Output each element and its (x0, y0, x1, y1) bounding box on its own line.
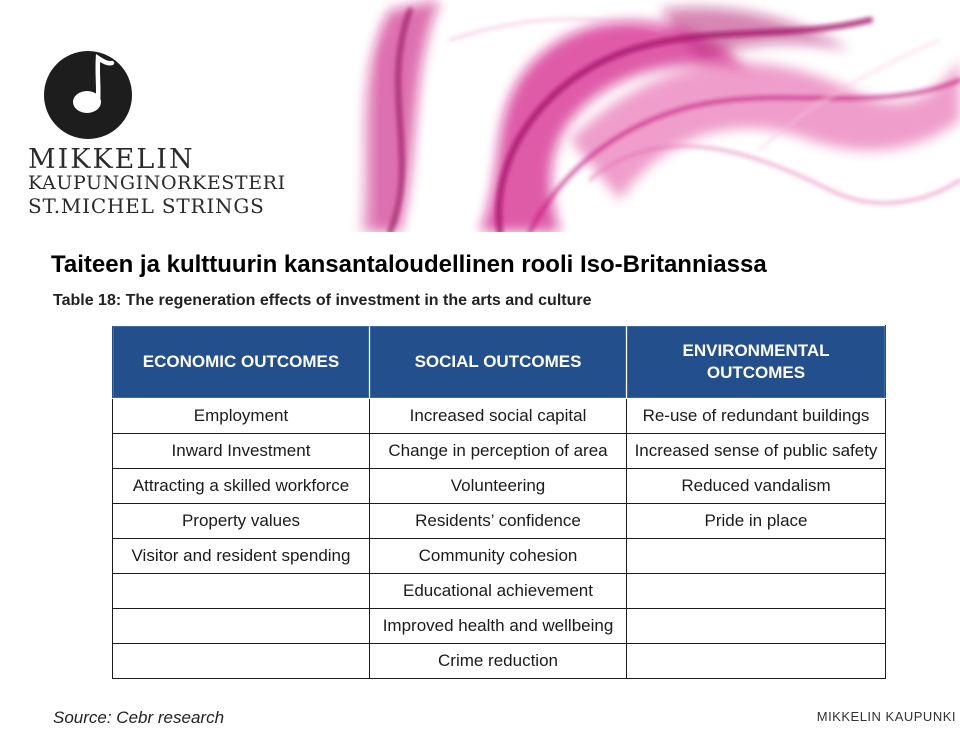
economic-cell: Visitor and resident spending (113, 539, 370, 574)
table-row (113, 469, 886, 504)
social-cell: Volunteering (370, 469, 627, 504)
economic-cell: Property values (113, 504, 370, 539)
environmental-cell: Increased sense of public safety (627, 434, 886, 469)
header-environmental-outcomes: ENVIRONMENTAL OUTCOMES (627, 326, 886, 399)
environmental-cell: Re-use of redundant buildings (627, 399, 886, 434)
economic-cell: Employment (113, 399, 370, 434)
logo-text-mikkelin: MIKKELIN (28, 144, 195, 175)
table-row (113, 434, 886, 469)
social-cell: Community cohesion (370, 539, 627, 574)
table-header-row (113, 326, 886, 399)
environmental-cell (627, 574, 886, 609)
social-cell: Increased social capital (370, 399, 627, 434)
economic-cell: Attracting a skilled workforce (113, 469, 370, 504)
social-cell: Improved health and wellbeing (370, 609, 627, 644)
table-row (113, 574, 886, 609)
table-row (113, 399, 886, 434)
orchestra-note-logo-icon (40, 46, 140, 142)
economic-cell (113, 644, 370, 679)
social-cell: Educational achievement (370, 574, 627, 609)
header-social-outcomes: SOCIAL OUTCOMES (370, 326, 627, 399)
orchestra-logo (28, 40, 328, 230)
footer-brand: MIKKELIN KAUPUNKI (816, 709, 956, 724)
economic-cell: Inward Investment (113, 434, 370, 469)
regeneration-outcomes-table (112, 325, 886, 679)
table-row (113, 539, 886, 574)
table-row (113, 609, 886, 644)
table-row (113, 504, 886, 539)
table-caption: Table 18: The regeneration effects of investment in the arts and culture (53, 292, 592, 309)
economic-cell (113, 574, 370, 609)
environmental-cell (627, 609, 886, 644)
social-cell: Residents’ confidence (370, 504, 627, 539)
source-note: Source: Cebr research (53, 708, 225, 727)
environmental-cell (627, 644, 886, 679)
social-cell: Change in perception of area (370, 434, 627, 469)
table-row (113, 644, 886, 679)
logo-text-kaupunginorkesteri: KAUPUNGINORKESTERI (28, 172, 286, 194)
social-cell: Crime reduction (370, 644, 627, 679)
slide-title: Taiteen ja kulttuurin kansantaloudellinen rooli Iso-Britanniassa (51, 251, 767, 278)
header-economic-outcomes: ECONOMIC OUTCOMES (113, 326, 370, 399)
environmental-cell (627, 539, 886, 574)
economic-cell (113, 609, 370, 644)
environmental-cell: Reduced vandalism (627, 469, 886, 504)
pink-smoke-image (330, 0, 960, 232)
logo-text-st-michel-strings: ST.MICHEL STRINGS (28, 194, 265, 218)
environmental-cell: Pride in place (627, 504, 886, 539)
